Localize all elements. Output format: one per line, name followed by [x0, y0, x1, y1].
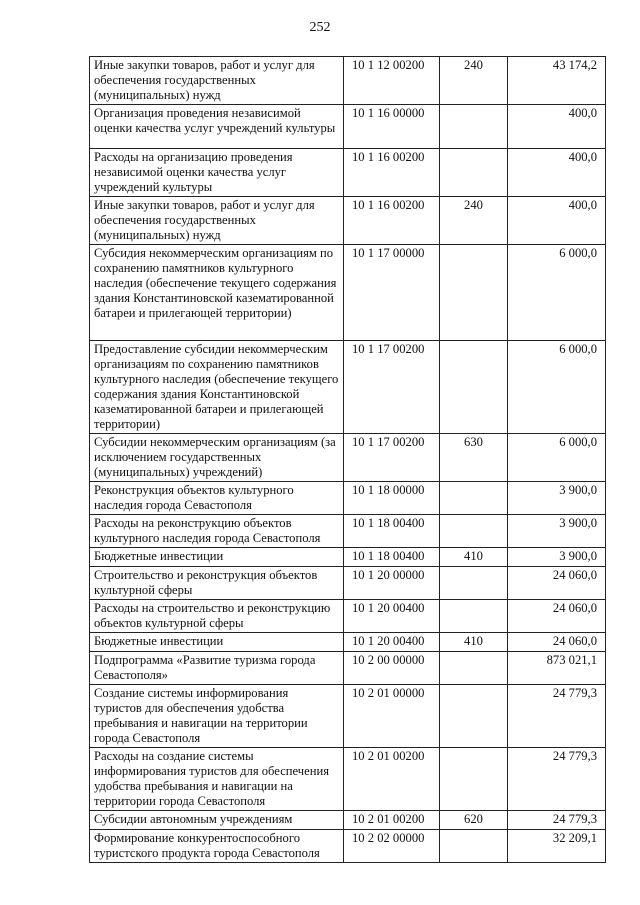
row-code-cell: 10 1 17 00000 — [344, 245, 440, 341]
row-name-cell: Расходы на организацию проведения независимой оценки качества услуг учреждений культуры — [90, 149, 344, 197]
row-vr-cell — [440, 149, 508, 197]
row-name-cell: Субсидии некоммерческим организациям (за исключением государственных (муниципальных) учреждений) — [90, 434, 344, 482]
table-row — [90, 515, 606, 548]
row-vr-cell — [440, 341, 508, 434]
table-row — [90, 811, 606, 830]
row-code-cell: 10 1 17 00200 — [344, 434, 440, 482]
row-vr-cell: 410 — [440, 548, 508, 567]
row-vr-cell — [440, 652, 508, 685]
row-sum-cell: 24 779,3 — [508, 748, 606, 811]
row-vr-cell: 620 — [440, 811, 508, 830]
row-code-cell: 10 1 18 00400 — [344, 515, 440, 548]
row-code-cell: 10 1 16 00000 — [344, 105, 440, 149]
row-sum-cell: 24 060,0 — [508, 567, 606, 600]
row-sum-cell: 3 900,0 — [508, 548, 606, 567]
page-number: 252 — [309, 20, 331, 35]
row-code-cell: 10 1 20 00400 — [344, 633, 440, 652]
row-sum-cell: 873 021,1 — [508, 652, 606, 685]
row-name-cell: Предоставление субсидии некоммерческим организациям по сохранению памятников культурного наследия (обеспечение текущего содержания здания Константиновской казематированной батареи и прилегающей территории) — [90, 341, 344, 434]
row-sum-cell: 3 900,0 — [508, 515, 606, 548]
row-name-cell: Расходы на строительство и реконструкцию объектов культурной сферы — [90, 600, 344, 633]
row-vr-cell: 630 — [440, 434, 508, 482]
table-row — [90, 748, 606, 811]
row-vr-cell — [440, 245, 508, 341]
row-name-cell: Расходы на реконструкцию объектов культурного наследия города Севастополя — [90, 515, 344, 548]
row-code-cell: 10 2 02 00000 — [344, 830, 440, 863]
row-vr-cell — [440, 567, 508, 600]
row-code-cell: 10 1 20 00400 — [344, 600, 440, 633]
row-sum-cell: 3 900,0 — [508, 482, 606, 515]
row-sum-cell: 6 000,0 — [508, 434, 606, 482]
row-code-cell: 10 2 00 00000 — [344, 652, 440, 685]
row-sum-cell: 24 060,0 — [508, 600, 606, 633]
row-name-cell: Субсидии автономным учреждениям — [90, 811, 344, 830]
row-name-cell: Иные закупки товаров, работ и услуг для обеспечения государственных (муниципальных) нужд — [90, 57, 344, 105]
row-name-cell: Бюджетные инвестиции — [90, 633, 344, 652]
row-name-cell: Субсидия некоммерческим организациям по сохранению памятников культурного наследия (обеспечение текущего содержания здания Константиновской казематированной батареи и прилегающей территории) — [90, 245, 344, 341]
row-sum-cell: 24 060,0 — [508, 633, 606, 652]
row-vr-cell — [440, 482, 508, 515]
table-row — [90, 57, 606, 105]
row-vr-cell — [440, 685, 508, 748]
table-row — [90, 600, 606, 633]
table-row — [90, 652, 606, 685]
row-code-cell: 10 1 18 00400 — [344, 548, 440, 567]
row-sum-cell: 43 174,2 — [508, 57, 606, 105]
row-name-cell: Формирование конкурентоспособного туристского продукта города Севастополя — [90, 830, 344, 863]
row-code-cell: 10 1 20 00000 — [344, 567, 440, 600]
table-row — [90, 105, 606, 149]
row-code-cell: 10 1 12 00200 — [344, 57, 440, 105]
table-row — [90, 197, 606, 245]
row-name-cell: Реконструкция объектов культурного наследия города Севастополя — [90, 482, 344, 515]
row-sum-cell: 6 000,0 — [508, 341, 606, 434]
row-name-cell: Подпрограмма «Развитие туризма города Севастополя» — [90, 652, 344, 685]
table-row — [90, 830, 606, 863]
table-row — [90, 685, 606, 748]
table-row — [90, 434, 606, 482]
row-vr-cell — [440, 600, 508, 633]
row-sum-cell: 24 779,3 — [508, 685, 606, 748]
row-name-cell: Бюджетные инвестиции — [90, 548, 344, 567]
row-name-cell: Строительство и реконструкция объектов культурной сферы — [90, 567, 344, 600]
row-vr-cell — [440, 830, 508, 863]
row-code-cell: 10 2 01 00200 — [344, 811, 440, 830]
row-sum-cell: 400,0 — [508, 105, 606, 149]
row-code-cell: 10 1 17 00200 — [344, 341, 440, 434]
row-vr-cell: 240 — [440, 197, 508, 245]
row-vr-cell: 240 — [440, 57, 508, 105]
row-code-cell: 10 1 16 00200 — [344, 197, 440, 245]
table-row — [90, 548, 606, 567]
row-vr-cell — [440, 515, 508, 548]
row-name-cell: Организация проведения независимой оценки качества услуг учреждений культуры — [90, 105, 344, 149]
table-row — [90, 482, 606, 515]
table-row — [90, 245, 606, 341]
row-sum-cell: 400,0 — [508, 197, 606, 245]
row-sum-cell: 24 779,3 — [508, 811, 606, 830]
row-vr-cell — [440, 748, 508, 811]
row-name-cell: Расходы на создание системы информирования туристов для обеспечения удобства пребывания и навигации на территории города Севастополя — [90, 748, 344, 811]
table-row — [90, 567, 606, 600]
row-name-cell: Иные закупки товаров, работ и услуг для обеспечения государственных (муниципальных) нужд — [90, 197, 344, 245]
row-sum-cell: 6 000,0 — [508, 245, 606, 341]
row-sum-cell: 32 209,1 — [508, 830, 606, 863]
row-name-cell: Создание системы информирования туристов для обеспечения удобства пребывания и навигации на территории города Севастополя — [90, 685, 344, 748]
row-sum-cell: 400,0 — [508, 149, 606, 197]
budget-table — [89, 56, 606, 863]
row-vr-cell — [440, 105, 508, 149]
table-row — [90, 633, 606, 652]
row-vr-cell: 410 — [440, 633, 508, 652]
budget-table-body — [90, 57, 606, 863]
row-code-cell: 10 1 18 00000 — [344, 482, 440, 515]
table-row — [90, 341, 606, 434]
row-code-cell: 10 2 01 00000 — [344, 685, 440, 748]
table-row — [90, 149, 606, 197]
row-code-cell: 10 1 16 00200 — [344, 149, 440, 197]
row-code-cell: 10 2 01 00200 — [344, 748, 440, 811]
